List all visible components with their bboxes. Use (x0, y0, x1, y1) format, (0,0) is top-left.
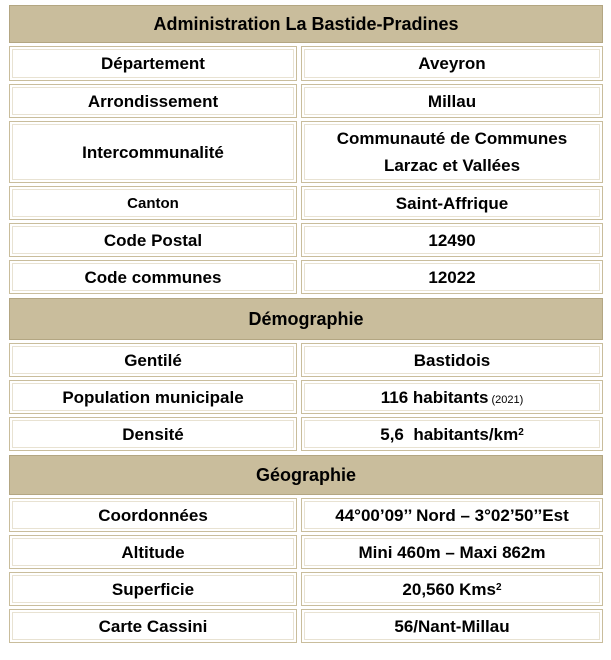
row-departement (9, 46, 603, 81)
densite-value: 5,6 habitants/km (380, 424, 519, 444)
label-coordonnees: Coordonnées (9, 498, 297, 532)
infobox-title (9, 5, 603, 43)
population-year: (2021) (491, 393, 524, 406)
row-densite (9, 417, 603, 451)
label-carte-cassini: Carte Cassini (9, 609, 297, 643)
value-superficie: 20,560 Kms $^2$ (301, 572, 603, 606)
value-gentile: Bastidois (301, 343, 603, 377)
value-canton: Saint-Affrique (301, 186, 603, 220)
value-intercommunalite (301, 121, 603, 183)
commune-infobox (9, 5, 603, 643)
row-coordonnees (9, 498, 603, 532)
infobox-title-text: Administration La Bastide-Pradines (153, 13, 459, 34)
row-code-postal (9, 223, 603, 257)
value-code-postal: 12490 (301, 223, 603, 257)
intercommunalite-line-2: Larzac et Vallées (383, 156, 521, 175)
section-geographie-title: Géographie (255, 464, 357, 485)
superficie-value: 20,560 Kms (402, 579, 496, 599)
label-code-postal: Code Postal (9, 223, 297, 257)
value-carte-cassini: 56/Nant-Millau (301, 609, 603, 643)
row-altitude (9, 535, 603, 569)
label-altitude: Altitude (9, 535, 297, 569)
section-demographie-title: Démographie (248, 308, 364, 329)
value-coordonnees: 44°00’09’’ Nord – 3°02’50’’Est (301, 498, 603, 532)
value-departement: Aveyron (301, 46, 603, 81)
population-value: 116 habitants (380, 387, 489, 407)
label-intercommunalite: Intercommunalité (9, 121, 297, 183)
section-geographie (9, 455, 603, 495)
row-arrondissement (9, 84, 603, 118)
value-densite: 5,6 habitants/km $^2$ (301, 417, 603, 451)
label-canton: Canton (9, 186, 297, 220)
row-superficie (9, 572, 603, 606)
label-code-communes: Code communes (9, 260, 297, 294)
label-densite: Densité (9, 417, 297, 451)
section-demographie (9, 298, 603, 340)
row-population (9, 380, 603, 414)
intercommunalite-line-1: Communauté de Communes (336, 129, 568, 148)
value-code-communes: 12022 (301, 260, 603, 294)
label-arrondissement: Arrondissement (9, 84, 297, 118)
row-gentile (9, 343, 603, 377)
row-canton (9, 186, 603, 220)
label-gentile: Gentilé (9, 343, 297, 377)
label-departement: Département (9, 46, 297, 81)
label-population: Population municipale (9, 380, 297, 414)
value-altitude: Mini 460m – Maxi 862m (301, 535, 603, 569)
value-population (301, 380, 603, 414)
row-carte-cassini (9, 609, 603, 643)
row-intercommunalite (9, 121, 603, 183)
label-superficie: Superficie (9, 572, 297, 606)
value-arrondissement: Millau (301, 84, 603, 118)
row-code-communes (9, 260, 603, 294)
